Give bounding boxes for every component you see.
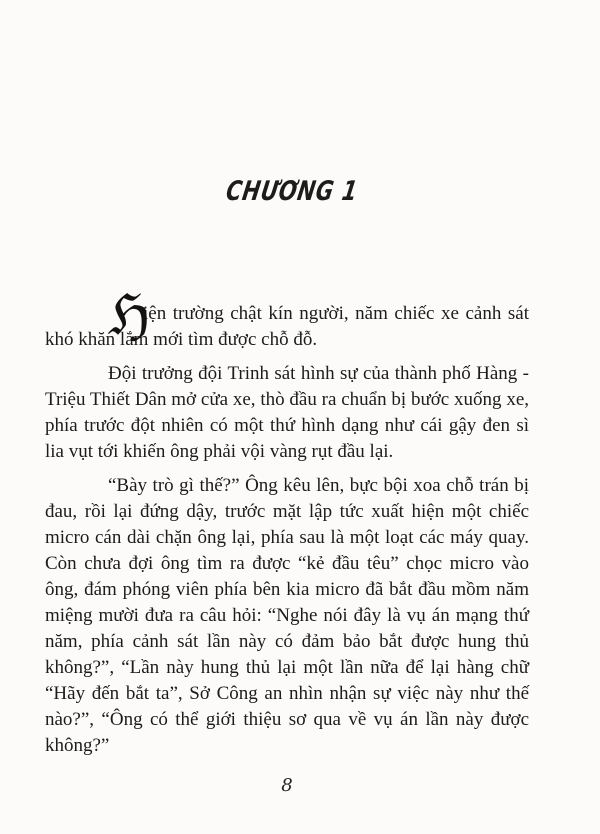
paragraph-3: “Bày trò gì thế?” Ông kêu lên, bực bội xoa chỗ trán bị đau, rồi lại đứng dậy, trước mặt lập tức xuất hiện một chiếc micro cán dài chặn ông lại, phía sau là một loạt các máy quay. Còn chưa đợi ông tìm ra được “kẻ đầu têu” chọc micro vào ông, đám phóng viên phía bên kia micro đã bắt đầu mồm năm miệng mười đưa ra câu hỏi: “Nghe nói đây là vụ án mạng thứ năm, phía cảnh sát lần này có đảm bảo bắt được hung thủ không?”, “Lần này hung thủ lại một lần nữa để lại hàng chữ “Hãy đến bắt ta”, Sở Công an nhìn nhận sự việc này như thế nào?”, “Ông có thể giới thiệu sơ qua về vụ án lần này được không?” (45, 475, 529, 756)
body-text (45, 283, 529, 767)
chapter-title: CHƯƠNG 1 (223, 176, 361, 207)
paragraph-2: Đội trưởng đội Trinh sát hình sự của thành phố Hàng - Triệu Thiết Dân mở cửa xe, thò đầu ra chuẩn bị bước xuống xe, phía trước đột nhiên có một thứ hình dạng như cái gậy đen sì lia vụt tới khiến ông phải vội vàng rụt đầu lại. (45, 363, 529, 462)
paragraph-opening (45, 283, 529, 353)
paragraph-opening-text: iện trường chật kín người, năm chiếc xe cảnh sát khó khăn lắm mới tìm được chỗ đỗ. (45, 303, 529, 350)
page-number: 8 (281, 775, 293, 796)
drop-cap: ℌ (108, 283, 151, 348)
